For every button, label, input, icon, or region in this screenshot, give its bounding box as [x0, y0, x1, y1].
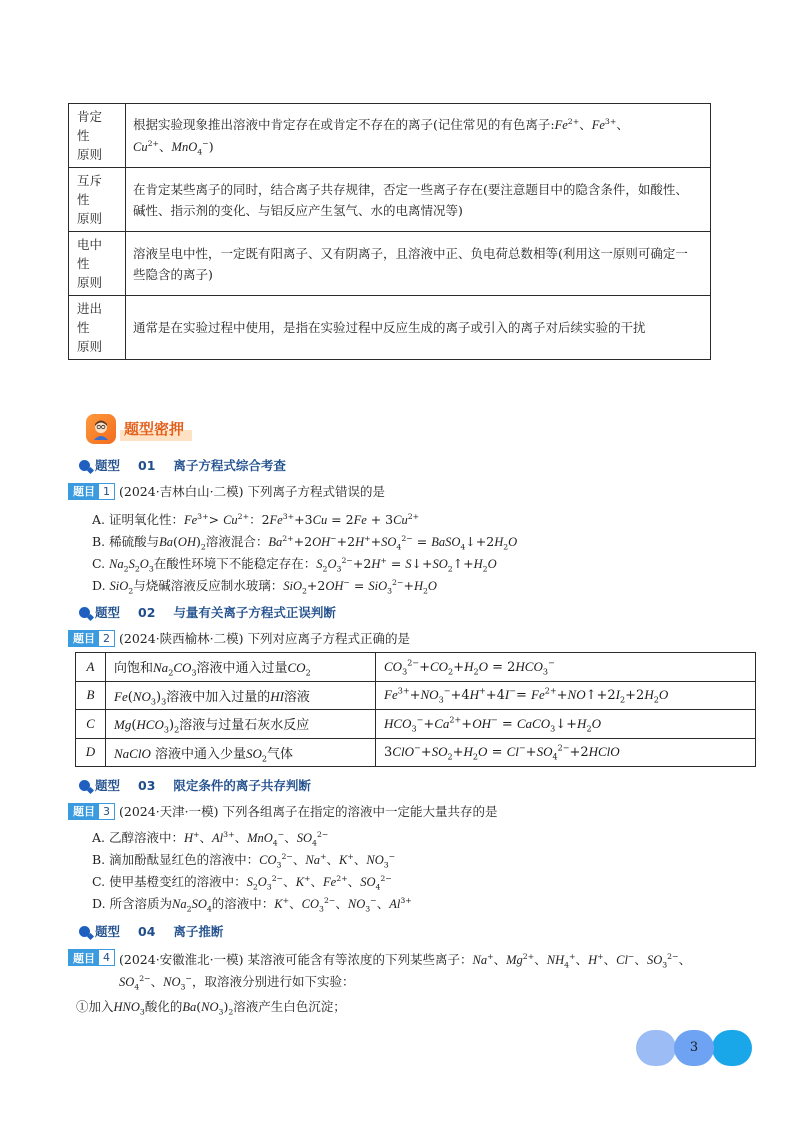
- question-type-heading: 题型 02 与量有关离子方程式正误判断: [79, 603, 336, 621]
- option-d: D. 所含溶质为$Na_2SO_4$的溶液中：K+、$CO_3^{2-}$、$NO_3^-$、$Al^{3+}$: [92, 895, 412, 914]
- question-type-heading: 题型 03 限定条件的离子共存判断: [79, 776, 311, 794]
- choice-reagent: 向饱和$Na_2CO_3$溶液中通入过量$CO_2$: [106, 653, 376, 682]
- option-c: C. 使甲基橙变红的溶液中：$S_2O_3^{2-}$、K+、$Fe^{2+}$、$SO_4^{2-}$: [92, 873, 392, 892]
- principles-table: [68, 103, 711, 360]
- table-row: [76, 681, 756, 710]
- principle-desc: 在肯定某些离子的同时，结合离子共存规律，否定一些离子存在(要注意题目中的隐含条件，如酸性、碱性、指示剂的变化、与铝反应产生氢气、水的电离情况等): [126, 168, 711, 232]
- choice-letter: A: [76, 653, 106, 682]
- option-a: A. 乙醇溶液中：H+、$Al^{3+}$、MnO$_4$−、$SO_4^{2-}$: [92, 829, 329, 848]
- principle-key: 互斥 性 原则: [69, 168, 126, 232]
- section-title: 题型密押: [120, 417, 192, 441]
- choice-reagent: $Mg(HCO_3)_2$溶液与过量石灰水反应: [106, 710, 376, 739]
- question-tag: 题目 4: [68, 949, 115, 966]
- question-type-heading: 题型 04 离子推断: [79, 922, 223, 940]
- principle-desc: 溶液呈电中性，一定既有阳离子、又有阴离子，且溶液中正、负电荷总数相等(利用这一原则可确定一些隐含的离子): [126, 232, 711, 296]
- answer-table: [75, 652, 756, 767]
- table-row: [76, 710, 756, 739]
- principle-desc: 根据实验现象推出溶液中肯定存在或肯定不存在的离子(记住常见的有色离子$:Fe^{2+}$、$Fe^{3+}$、 $Cu^{2+}$、MnO$_4$−): [126, 104, 711, 168]
- table-row: [69, 104, 711, 168]
- question-tag: 题目 1: [68, 483, 115, 500]
- choice-letter: D: [76, 738, 106, 767]
- question-tag: 题目 3: [68, 803, 115, 820]
- page-number-badge: [636, 1030, 754, 1066]
- choice-equation: $HCO_3^-+Ca^{2+}+OH^-$ = $CaCO_3↓+H_2O$: [376, 710, 756, 739]
- principle-key: 进出 性 原则: [69, 296, 126, 360]
- principle-desc: 通常是在实验过程中使用，是指在实验过程中反应生成的离子或引入的离子对后续实验的干扰: [126, 296, 711, 360]
- principle-key: 肯定 性 原则: [69, 104, 126, 168]
- question-stem: 题目 1 (2024·吉林白山·二模) 下列离子方程式错误的是: [68, 482, 385, 500]
- section-header: [86, 412, 192, 446]
- option-a: A. 证明氧化性：$Fe^{3+}> Cu^{2+}$：$2Fe^{3+}+3Cu = 2Fe + 3Cu^{2+}$: [92, 511, 420, 527]
- question-tag: 题目 2: [68, 630, 115, 647]
- bullet-icon: [79, 780, 90, 791]
- bullet-icon: [79, 460, 90, 471]
- option-b: B. 稀硫酸与$Ba(OH)_2$溶液混合：$Ba^{2+}+2OH^-+2H^++SO_4^{2-}$ = $BaSO_4↓+2H_2O$: [92, 533, 518, 552]
- choice-equation: $3ClO^-+SO_2+H_2O$ = $Cl^-+SO_4^{2-}+2HClO$: [376, 738, 756, 767]
- choice-reagent: NaClO 溶液中通入少量$SO_2$气体: [106, 738, 376, 767]
- student-avatar-icon: [86, 414, 116, 444]
- table-row: [76, 738, 756, 767]
- question-stem: 题目 2 (2024·陕西榆林·二模) 下列对应离子方程式正确的是: [68, 629, 410, 647]
- bullet-icon: [79, 926, 90, 937]
- question-stem: 题目 4 (2024·安徽淮北·一模) 某溶液可能含有等浓度的下列某些离子：Na+、$Mg^{2+}$、$NH_4^+$、H+、Cl−、$SO_3^{2-}$、 $SO_4^{2-}$、$NO_3^-$，取溶液分别进行如下实验：: [68, 949, 758, 993]
- choice-equation: $CO_3^{2-}+CO_2+H_2O = 2HCO_3^-$: [376, 653, 756, 682]
- table-row: [69, 168, 711, 232]
- principle-key: 电中 性 原则: [69, 232, 126, 296]
- option-b: B. 滴加酚酞显红色的溶液中：$CO_3^{2-}$、Na+、K+、$NO_3^-$: [92, 851, 396, 870]
- choice-letter: B: [76, 681, 106, 710]
- page-number: 3: [689, 1040, 699, 1055]
- choice-equation: $Fe^{3+}+NO_3^-+4H^++4I^-=$ $Fe^{2+}+NO↑+2I_2+2H_2O$: [376, 681, 756, 710]
- choice-letter: C: [76, 710, 106, 739]
- table-row: [69, 296, 711, 360]
- table-row: [76, 653, 756, 682]
- bullet-icon: [79, 607, 90, 618]
- question-stem: 题目 3 (2024·天津·一模) 下列各组离子在指定的溶液中一定能大量共存的是: [68, 802, 498, 820]
- question-type-heading: 题型 01 离子方程式综合考查: [79, 456, 286, 474]
- experiment-step-1: ①加入$HNO_3$酸化的$Ba(NO_3)_2$溶液产生白色沉淀；: [76, 999, 346, 1017]
- choice-reagent: $Fe(NO_3)_3$溶液中加入过量的HI溶液: [106, 681, 376, 710]
- option-c: C. $Na_2S_2O_3$在酸性环境下不能稳定存在：$S_2O_3^{2-}+2H^+$ = $S↓+SO_2↑+H_2O$: [92, 555, 497, 574]
- option-d: D. SiO$_2$与烧碱溶液反应制水玻璃：$SiO_2+2OH^- = SiO_3^{2-}+H_2O$: [92, 577, 437, 596]
- table-row: [69, 232, 711, 296]
